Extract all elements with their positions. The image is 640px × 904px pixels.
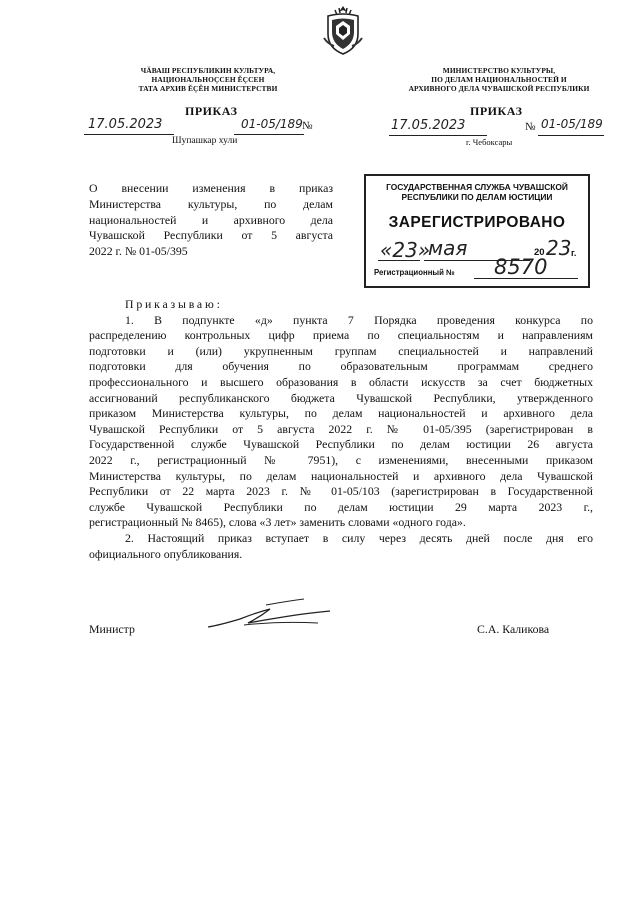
ministry-header-russian xyxy=(376,66,622,93)
underline xyxy=(378,260,420,261)
stamp-year-g: г. xyxy=(571,248,577,258)
header-right-line: МИНИСТЕРСТВО КУЛЬТУРЫ, xyxy=(442,66,556,75)
stamp-reg-number: 8570 xyxy=(494,255,548,279)
ministry-header-chuvash xyxy=(98,66,318,93)
order-number-right: 01-05/189 xyxy=(541,117,603,131)
underline xyxy=(538,135,604,136)
coat-of-arms-emblem xyxy=(322,4,364,56)
order-command: Приказываю: xyxy=(125,297,223,311)
stamp-year-prefix: 20 xyxy=(534,247,545,258)
order-date-right: 17.05.2023 xyxy=(391,118,466,133)
body-line: 2. Настоящий приказ вступает в силу через десять дней после дня его xyxy=(125,530,593,545)
underline xyxy=(84,134,174,135)
stamp-day: «23» xyxy=(380,238,431,262)
body-line: профессионального и высшего образования в области искусств за счет бюджетных xyxy=(89,374,593,389)
body-line: регистрационный № 8465), слова «3 лет» заменить словами «одного года». xyxy=(89,515,466,530)
order-title-chuvash: ПРИКАЗ xyxy=(185,104,238,118)
order-number-left: 01-05/189 xyxy=(241,117,303,131)
body-line: службе Чувашской Республики по делам юстиции 29 марта 2023 г., xyxy=(89,499,593,514)
handwritten-signature xyxy=(200,595,340,635)
stamp-registered-title: ЗАРЕГИСТРИРОВАНО xyxy=(388,214,566,231)
body-line: 2022 г., регистрационный № 7951), с изменениями, внесенными приказом xyxy=(89,452,593,467)
order-body xyxy=(89,297,593,562)
body-line: 1. В подпункте «д» пункта 7 Порядка проведения конкурса по xyxy=(125,312,593,327)
registration-stamp xyxy=(364,174,590,288)
city-russian: г. Чебоксары xyxy=(466,137,513,147)
header-right-line: ПО ДЕЛАМ НАЦИОНАЛЬНОСТЕЙ И xyxy=(431,75,567,84)
stamp-authority-line: РЕСПУБЛИКИ ПО ДЕЛАМ ЮСТИЦИИ xyxy=(401,192,553,202)
underline xyxy=(474,278,578,279)
order-title-russian: ПРИКАЗ xyxy=(470,104,523,118)
underline xyxy=(389,135,487,136)
subject-line: О внесении изменения в приказ xyxy=(89,181,333,195)
underline xyxy=(234,134,304,135)
subject-line: национальностей и архивного дела xyxy=(89,212,333,227)
number-sign-right: № xyxy=(525,121,536,133)
signatory-name: С.А. Каликова xyxy=(477,622,550,636)
number-sign-left: № xyxy=(302,120,313,132)
header-right-line: АРХИВНОГО ДЕЛА ЧУВАШСКОЙ РЕСПУБЛИКИ xyxy=(408,84,590,93)
body-line: ассигнований республиканского бюджета Чувашской Республики, утвержденного xyxy=(89,390,593,405)
stamp-month: мая xyxy=(428,236,468,260)
body-line: Государственной службе Чувашской Республики по делам юстиции 26 августа xyxy=(89,437,593,452)
header-left-line: ЧӐВАШ РЕСПУБЛИКИН КУЛЬТУРА, xyxy=(140,66,276,75)
subject-line: Министерства культуры, по делам xyxy=(89,196,333,211)
order-date-left: 17.05.2023 xyxy=(88,117,163,132)
header-left-line: НАЦИОНАЛЬНОÇСЕН ĔÇСЕН xyxy=(151,75,265,84)
order-subject xyxy=(89,181,333,260)
signatory-position: Министр xyxy=(89,622,135,636)
subject-line: 2022 г. № 01-05/395 xyxy=(89,244,188,259)
stamp-authority xyxy=(366,182,588,202)
city-chuvash: Шупашкар хули xyxy=(172,136,238,146)
body-line: подготовки и (или) укрупненным группам специальностей и направлений xyxy=(89,343,593,358)
body-line: Министерства культуры, по делам национальностей и архивного дела Чувашской xyxy=(89,468,593,483)
body-line: официального опубликования. xyxy=(89,546,243,561)
subject-line: Чувашской Республики от 5 августа xyxy=(89,228,333,243)
body-line: приказом Министерства культуры, по делам национальностей и архивного дела xyxy=(89,406,593,421)
stamp-year-suffix: 23 xyxy=(546,236,572,260)
body-line: Чувашской Республики от 5 августа 2022 г. № 01-05/395 (зарегистрирован в xyxy=(89,421,593,436)
stamp-reg-label: Регистрационный № xyxy=(374,268,455,277)
body-line: подготовки для обучения по образовательным программам среднего xyxy=(89,359,593,374)
header-left-line: ТАТА АРХИВ ĔÇĔН МИНИСТЕРСТВИ xyxy=(138,84,278,93)
body-line: распределению контрольных цифр приема по специальностям и направлениям xyxy=(89,328,593,343)
body-line: Республики от 22 марта 2023 г. № 01-05/103 (зарегистрирован в Государственной xyxy=(89,484,593,499)
stamp-authority-line: ГОСУДАРСТВЕННАЯ СЛУЖБА ЧУВАШСКОЙ xyxy=(386,182,568,192)
